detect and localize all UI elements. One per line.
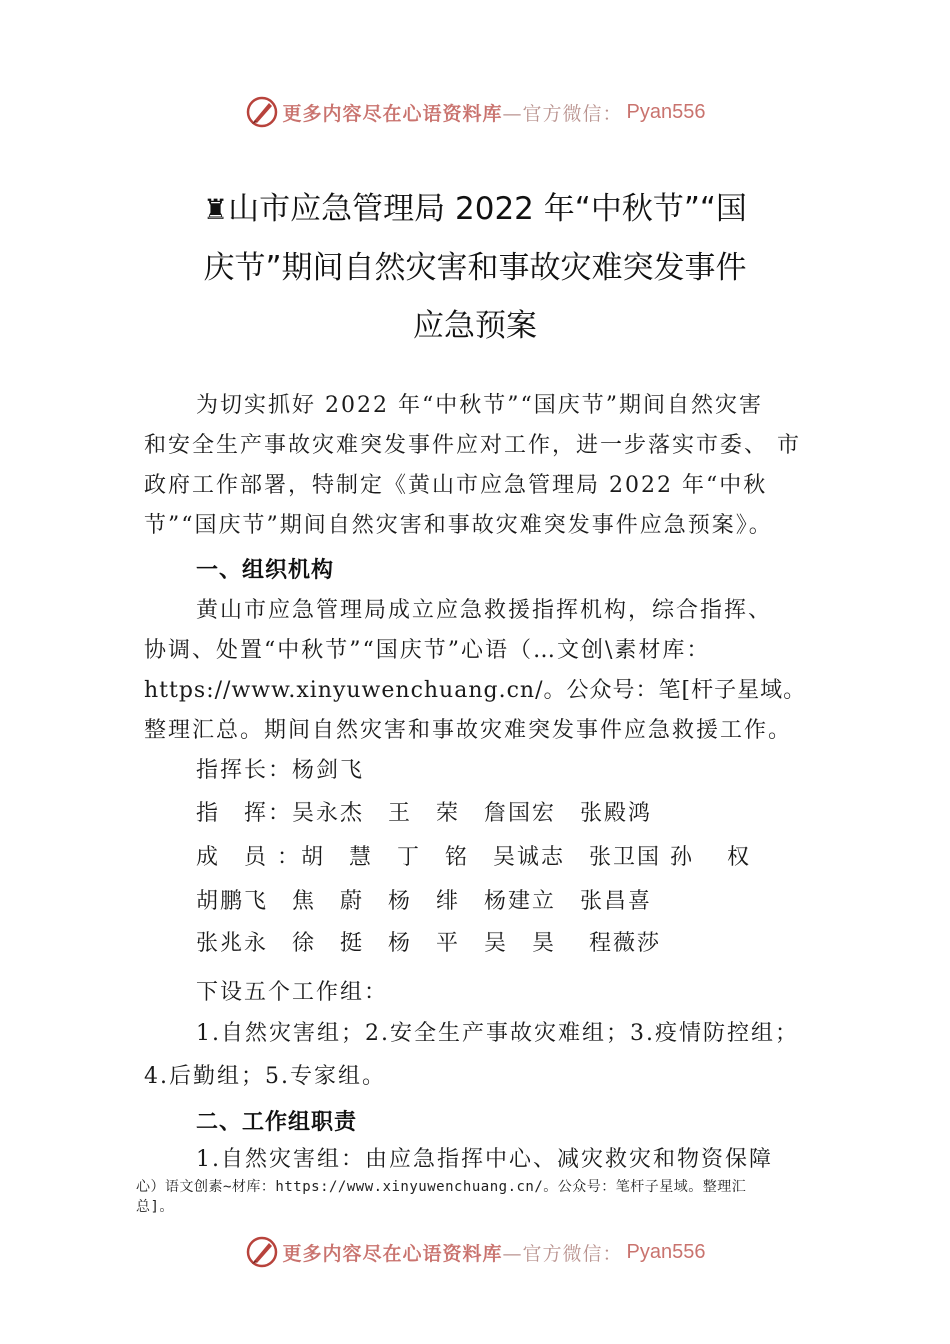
banner-wechat-id: Pyan556 (626, 100, 706, 123)
footnote-line-1: 心）语文创素~材库：https://www.xinyuwenchuang.cn/。公众号：笔杆子星域。整理汇 (136, 1179, 747, 1195)
banner-text: 更多内容尽在心语资料库 (282, 1242, 503, 1265)
document-title (140, 180, 810, 355)
groups-line-1: 1.自然灾害组；2.安全生产事故灾难组；3.疫情防控组； (196, 1021, 799, 1046)
title-line-1: ♜山市应急管理局 2022 年“中秋节”“国 (203, 191, 747, 227)
banner-text: 更多内容尽在心语资料库 (282, 102, 503, 125)
section-1-line-1: 黄山市应急管理局成立应急救援指挥机构，综合指挥、 (196, 598, 773, 623)
title-line-2: 庆节”期间自然灾害和事故灾难突发事件 (203, 250, 747, 286)
section-1-line-2: 协调、处置“中秋节”“国庆节”心语（…文创\素材库： (144, 638, 711, 663)
title-line-3: 应急预案 (413, 308, 537, 344)
members-line-3: 张兆永 徐 挺 杨 平 吴 昊 程薇莎 (196, 931, 661, 956)
banner-separator: —官方微信： (502, 1242, 623, 1265)
header-banner[interactable] (0, 92, 950, 132)
footnote-line-2: 总]。 (136, 1199, 174, 1215)
deputy-line: 指 挥：吴永杰 王 荣 詹国宏 张殿鸿 (196, 801, 653, 826)
pen-logo-icon (245, 1235, 279, 1269)
banner-wechat-id: Pyan556 (626, 1240, 706, 1263)
section-1-line-4: 整理汇总。期间自然灾害和事故灾难突发事件应急救援工作。 (144, 718, 793, 743)
section-1-url-line[interactable]: https://www.xinyuwenchuang.cn/。公众号：笔[杆子星域。 (144, 678, 807, 703)
commander-line: 指挥长：杨剑飞 (196, 758, 365, 783)
members-line-1: 成 员 ：胡 慧 丁 铭 吴诚志 张卫国 孙 权 (196, 845, 751, 870)
rook-icon: ♜ (203, 193, 229, 226)
footer-banner[interactable] (0, 1232, 950, 1272)
members-line-2: 胡鹏飞 焦 蔚 杨 绯 杨建立 张昌喜 (196, 889, 653, 914)
intro-line-4: 节”“国庆节”期间自然灾害和事故灾难突发事件应急预案》。 (144, 513, 773, 538)
banner-separator: —官方微信： (502, 102, 623, 125)
groups-line-2: 4.后勤组；5.专家组。 (144, 1064, 386, 1089)
section-2-line-1: 1.自然灾害组：由应急指挥中心、减灾救灾和物资保障 (196, 1147, 773, 1172)
intro-line-2: 和安全生产事故灾难突发事件应对工作，进一步落实市委、 市 (144, 433, 801, 458)
groups-intro: 下设五个工作组： (196, 980, 389, 1005)
section-2-heading: 二、工作组职责 (196, 1110, 358, 1135)
section-1-heading: 一、组织机构 (196, 558, 335, 583)
intro-line-3: 政府工作部署，特制定《黄山市应急管理局 2022 年“中秋 (144, 473, 768, 498)
intro-line-1: 为切实抓好 2022 年“中秋节”“国庆节”期间自然灾害 (196, 393, 763, 418)
pen-logo-icon (245, 95, 279, 129)
